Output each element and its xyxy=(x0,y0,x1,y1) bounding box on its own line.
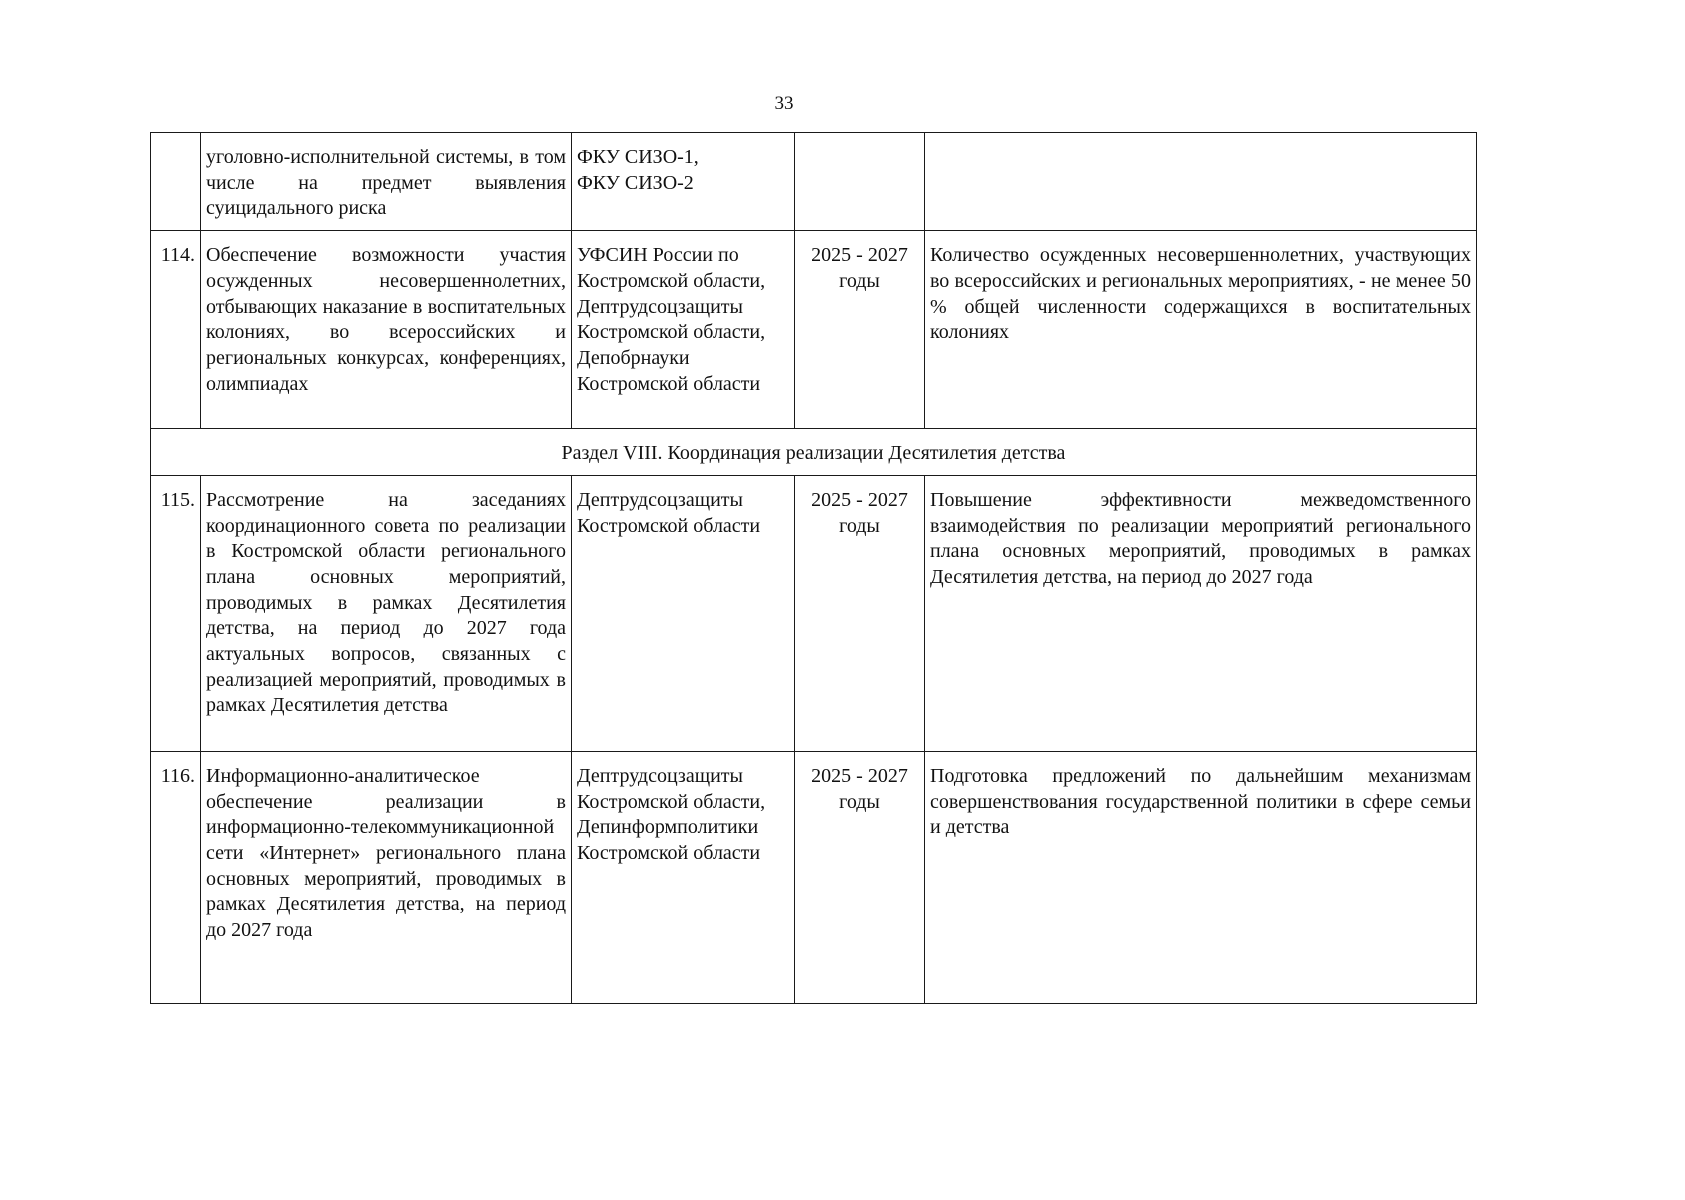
period-cell xyxy=(795,231,925,429)
responsible-cell xyxy=(572,231,795,429)
period-years: 2025 - 2027 xyxy=(811,488,908,511)
table-row xyxy=(151,475,1477,751)
row-number: 116. xyxy=(151,751,201,1003)
responsible-line: Депобрнауки Костромской области xyxy=(577,346,761,395)
action-cell: Обеспечение возможности участия осужденных несовершеннолетних, отбывающих наказание в воспитательных колониях, во всероссийских и региональных конкурсах, конференциях, олимпиадах xyxy=(201,231,572,429)
row-number xyxy=(151,133,201,231)
responsible-line: Дептрудсоцзащиты Костромской области, xyxy=(577,295,766,344)
result-cell: Подготовка предложений по дальнейшим механизмам совершенствования государственной политики в сфере семьи и детства xyxy=(925,751,1477,1003)
action-cell: уголовно-исполнительной системы, в том числе на предмет выявления суицидального риска xyxy=(201,133,572,231)
result-cell xyxy=(925,133,1477,231)
row-number: 115. xyxy=(151,475,201,751)
section-row xyxy=(151,429,1477,476)
responsible-line: Дептрудсоцзащиты Костромской области xyxy=(577,488,761,537)
period-unit: годы xyxy=(839,790,880,813)
responsible-line: ФКУ СИЗО-1, xyxy=(577,146,699,168)
measures-table xyxy=(150,132,1477,1004)
responsible-line: УФСИН России по Костромской области, xyxy=(577,244,766,292)
period-cell xyxy=(795,751,925,1003)
responsible-cell xyxy=(572,751,795,1003)
row-number: 114. xyxy=(151,231,201,429)
table-row xyxy=(151,133,1477,231)
table-row xyxy=(151,751,1477,1003)
result-cell: Количество осужденных несовершеннолетних, участвующих во всероссийских и региональных мероприятиях, - не менее 50 % общей численности содержащихся в воспитательных колониях xyxy=(925,231,1477,429)
responsible-cell xyxy=(572,133,795,231)
result-cell: Повышение эффективности межведомственного взаимодействия по реализации мероприятий регионального плана основных мероприятий, проводимых в рамках Десятилетия детства, на период до 2027 года xyxy=(925,475,1477,751)
responsible-cell xyxy=(572,475,795,751)
responsible-line: Дептрудсоцзащиты Костромской области, xyxy=(577,764,766,813)
action-cell: Информационно-аналитическое обеспечение реализации в информационно-телекоммуникационной сети «Интернет» регионального плана основных мероприятий, проводимых в рамках Десятилетия детства, на период до 2027 года xyxy=(201,751,572,1003)
period-cell xyxy=(795,475,925,751)
period-years: 2025 - 2027 xyxy=(811,764,908,787)
section-title: Раздел VIII. Координация реализации Десятилетия детства xyxy=(151,429,1477,476)
period-unit: годы xyxy=(839,514,880,537)
table-row xyxy=(151,231,1477,429)
period-cell xyxy=(795,133,925,231)
responsible-line: ФКУ СИЗО-2 xyxy=(577,171,694,194)
page-number: 33 xyxy=(774,93,794,114)
responsible-line: Депинформполитики Костромской области xyxy=(577,816,761,864)
period-unit: годы xyxy=(839,269,880,292)
action-cell: Рассмотрение на заседаниях координационного совета по реализации в Костромской области регионального плана основных мероприятий, проводимых в рамках Десятилетия детства, на период до 2027 года актуальных вопросов, связанных с реализацией мероприятий, проводимых в рамках Десятилетия детства xyxy=(201,475,572,751)
period-years: 2025 - 2027 xyxy=(811,244,908,267)
